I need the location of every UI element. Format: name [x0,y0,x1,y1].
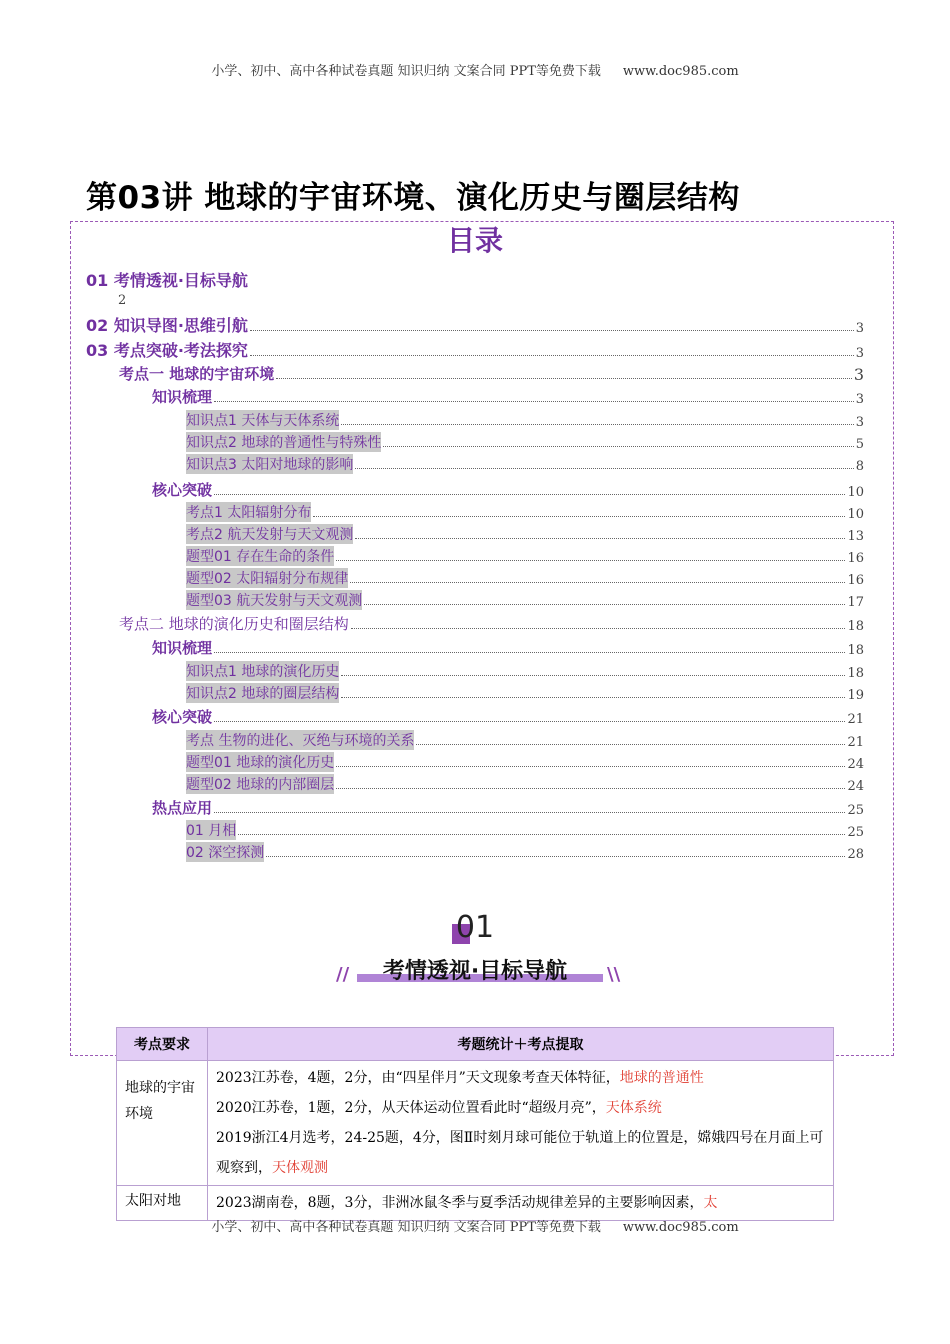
toc-item-label: 01 考情透视·目标导航 [86,271,248,290]
toc-page-number: 13 [847,529,864,544]
toc-item[interactable] [186,842,864,862]
leader-dots [250,329,854,331]
section-title: 考情透视·目标导航 [382,959,568,984]
toc-page-number: 24 [847,757,864,772]
leader-dots [214,651,845,653]
toc-item[interactable] [86,313,864,336]
leader-dots [341,674,845,676]
toc-page-number: 25 [847,825,864,840]
entry-text: 2020江苏卷，1题，2分，从天体运动位置看此时“超级月亮”， [216,1100,606,1116]
toc-item-label: 知识梳理 [152,388,213,406]
toc-item[interactable] [186,524,864,544]
toc-item-label: 知识点1 地球的演化历史 [186,661,339,681]
exam-entry [216,1123,827,1183]
toc-item-label: 考点一 地球的宇宙环境 [119,365,275,383]
leader-dots [416,743,845,745]
toc-page-number: 5 [855,437,864,452]
leader-dots [214,493,845,495]
toc-item-label: 知识梳理 [152,639,213,657]
leader-dots [341,423,853,425]
toc-item-label: 考点2 航天发射与天文观测 [186,524,353,544]
leader-dots [266,855,845,857]
toc-page-number: 3 [853,365,864,384]
toc-page-number: 3 [855,415,864,430]
entry-text: 2023江苏卷，4题，2分，由“四星伴月”天文现象考查天体特征， [216,1070,620,1086]
leader-dots [214,400,854,402]
footer-text: 小学、初中、高中各种试卷真题 知识归纳 文案合同 PPT等免费下载 [211,1220,601,1235]
header-text: 小学、初中、高中各种试卷真题 知识归纳 文案合同 PPT等免费下载 [211,64,601,79]
leader-dots [276,377,852,379]
column-header: 考题统计＋考点提取 [208,1028,834,1061]
entry-text: 2023湖南卷，8题，3分，非洲冰鼠冬季与夏季活动规律差异的主要影响因素， [216,1195,704,1211]
toc-page-number: 25 [847,803,864,818]
toc-item[interactable] [119,363,864,384]
toc-item[interactable] [186,683,864,703]
toc-item[interactable] [186,590,864,610]
toc-item-label: 核心突破 [152,708,213,726]
toc-page-number: 16 [847,551,864,566]
slash-decoration-left: // [336,964,350,985]
leader-dots [250,354,854,356]
toc-item[interactable] [152,706,864,727]
toc-page-number: 2 [118,293,127,308]
toc-item[interactable] [186,752,864,772]
leader-dots [383,445,853,447]
toc-item-label: 知识点3 太阳对地球的影响 [186,454,353,474]
page-footer [0,1216,950,1235]
toc-page-number: 3 [855,321,864,336]
toc-item[interactable] [119,613,864,634]
exam-entry [216,1093,827,1123]
exam-entry [216,1188,827,1218]
toc-page-number: 16 [847,573,864,588]
toc-item-label: 题型01 地球的演化历史 [186,752,334,772]
toc-item[interactable] [186,568,864,588]
toc-item-label: 考点1 太阳辐射分布 [186,502,311,522]
toc-page-number: 18 [847,666,864,681]
toc-heading: 目录 [446,224,503,257]
toc-page-number: 3 [855,346,864,361]
toc-item[interactable] [86,268,864,291]
leader-dots [214,811,845,813]
toc-item[interactable] [152,386,864,407]
toc-item-label: 考点二 地球的演化历史和圈层结构 [119,615,349,633]
toc-page-number: 21 [847,735,864,750]
toc-item-label: 02 深空探测 [186,842,264,862]
toc-item[interactable] [186,774,864,794]
toc-item[interactable] [86,338,864,361]
toc-item-label: 核心突破 [152,481,213,499]
toc-page-number: 8 [855,459,864,474]
toc-item-label: 题型01 存在生命的条件 [186,546,334,566]
exam-statistics-table [116,1027,834,1221]
toc-item[interactable] [186,454,864,474]
toc-item-label: 03 考点突破·考法探究 [86,341,248,360]
toc-item[interactable] [186,410,864,430]
leader-dots [336,787,845,789]
leader-dots [313,515,845,517]
toc-item-label: 热点应用 [152,799,213,817]
toc-item-label: 知识点1 天体与天体系统 [186,410,339,430]
table-row [117,1061,834,1186]
toc-item-label: 01 月相 [186,820,236,840]
entry-highlight: 天体观测 [272,1160,328,1176]
toc-page-number: 21 [847,712,864,727]
toc-item-label: 02 知识导图·思维引航 [86,316,248,335]
toc-item[interactable] [152,637,864,658]
leader-dots [336,765,845,767]
toc-item-label: 题型02 太阳辐射分布规律 [186,568,348,588]
toc-item[interactable] [186,502,864,522]
toc-item[interactable] [152,479,864,500]
toc-item-label: 题型02 地球的内部圈层 [186,774,334,794]
entry-highlight: 天体系统 [605,1100,662,1116]
requirement-cell: 地球的宇宙环境 [117,1061,208,1186]
toc-page-number: 18 [847,619,864,634]
toc-item[interactable] [186,661,864,681]
entry-text: 2019浙江4月选考，24-25题，4分，图Ⅱ时刻月球可能位于轨道上的位置是，嫦娥四号在月面上可观察到， [216,1130,824,1176]
toc-page-number: 19 [847,688,864,703]
page-header [0,60,950,79]
leader-dots [350,581,845,583]
toc-item-label: 知识点2 地球的圈层结构 [186,683,339,703]
exam-entries-cell [208,1061,834,1186]
leader-dots [238,833,845,835]
header-url[interactable]: www.doc985.com [622,64,739,79]
toc-item[interactable] [152,797,864,818]
toc-item[interactable] [186,820,864,840]
toc-item[interactable] [186,546,864,566]
toc-page-number: 18 [847,643,864,658]
leader-dots [364,603,845,605]
leader-dots [341,696,845,698]
toc-page-number: 24 [847,779,864,794]
toc-page-number: 10 [847,507,864,522]
entry-highlight: 太 [703,1195,718,1211]
leader-dots [355,467,853,469]
exam-entry [216,1063,827,1093]
requirement-cell: 太阳对地 [117,1186,208,1221]
toc-page-number: 28 [847,847,864,862]
slash-decoration-right: \\ [607,964,621,985]
toc-item-label: 知识点2 地球的普通性与特殊性 [186,432,381,452]
toc-item-label: 题型03 航天发射与天文观测 [186,590,362,610]
toc-page-number: 17 [847,595,864,610]
toc-item[interactable] [186,730,864,750]
column-header: 考点要求 [117,1028,208,1061]
leader-dots [336,559,845,561]
toc-page-number: 10 [847,485,864,500]
table-header-row [117,1028,834,1061]
footer-url[interactable]: www.doc985.com [622,1220,739,1235]
toc-page-number: 3 [855,392,864,407]
section-number: 01 [455,910,495,945]
entry-highlight: 地球的普通性 [619,1070,704,1086]
toc-item[interactable] [186,432,864,452]
leader-dots [351,627,846,629]
page-title: 第03讲 地球的宇宙环境、演化历史与圈层结构 [86,180,740,216]
leader-dots [214,720,845,722]
leader-dots [355,537,845,539]
toc-item-label: 考点 生物的进化、灭绝与环境的关系 [186,730,414,750]
